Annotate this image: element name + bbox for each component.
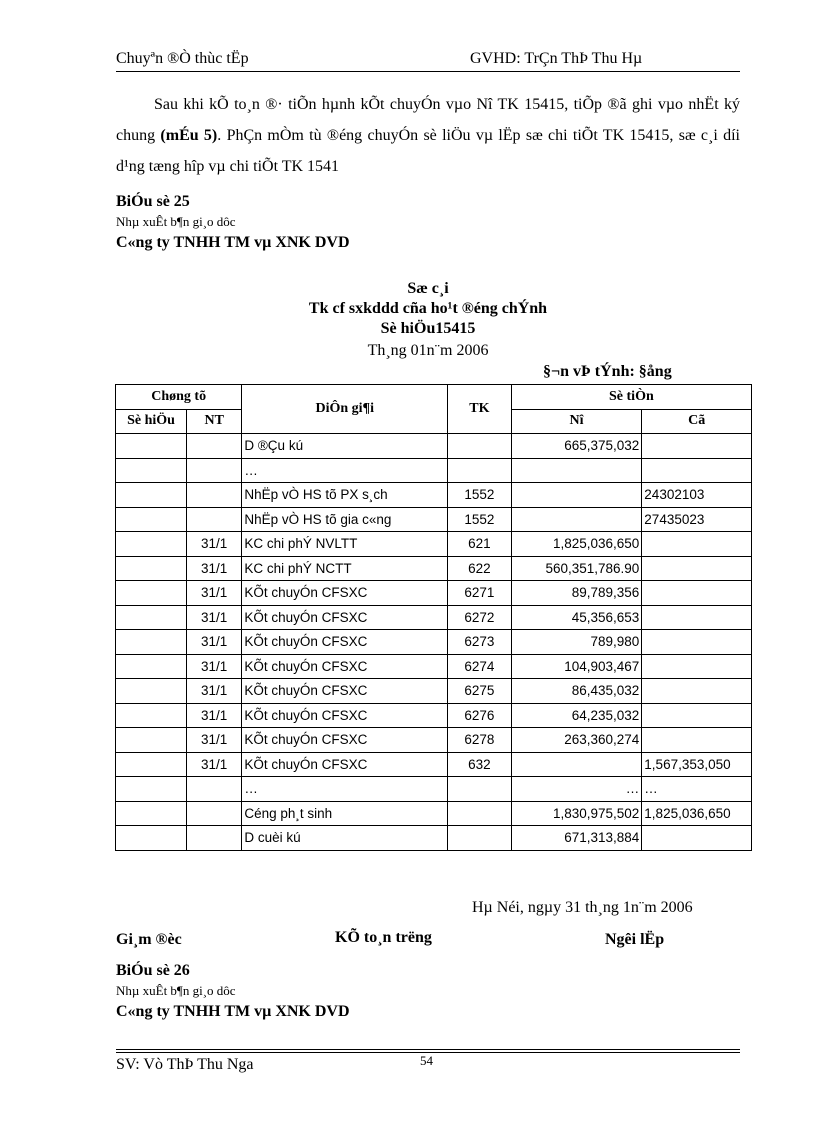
cell-tk <box>448 777 512 802</box>
ledger-unit: §¬n vÞ tÝnh: §ång <box>543 363 672 380</box>
cell-no: … <box>511 777 642 802</box>
cell-no: 64,235,032 <box>511 703 642 728</box>
ledger-title-2: Tk cf sxkddd cña ho¹t ®éng chÝnh <box>308 300 548 317</box>
header-rule <box>116 71 740 72</box>
cell-diengiai: NhËp vÒ HS tõ gia c«ng <box>242 507 448 532</box>
table-row <box>116 532 752 557</box>
cell-sohieu <box>116 605 187 630</box>
cell-nt: 31/1 <box>187 654 242 679</box>
cell-no: 665,375,032 <box>511 434 642 459</box>
cell-sohieu <box>116 532 187 557</box>
table-row <box>116 458 752 483</box>
cell-tk: 621 <box>448 532 512 557</box>
ledger-body <box>116 434 752 851</box>
cell-nt <box>187 801 242 826</box>
ledger-period: Th¸ng 01n¨m 2006 <box>367 342 489 359</box>
date-line: Hµ Néi, ngµy 31 th¸ng 1n¨m 2006 <box>472 899 693 916</box>
cell-sohieu <box>116 728 187 753</box>
cell-co <box>642 434 752 459</box>
ledger-table <box>115 384 752 851</box>
cell-nt: 31/1 <box>187 605 242 630</box>
cell-co <box>642 630 752 655</box>
cell-co <box>642 654 752 679</box>
table-row <box>116 801 752 826</box>
form26-subtitle: Nhµ xuÊt b¶n gi¸o dôc <box>116 983 236 998</box>
cell-diengiai: KÕt chuyÓn CFSXC <box>242 728 448 753</box>
cell-tk <box>448 826 512 851</box>
signature-preparer: Ngêi lËp <box>605 931 665 948</box>
cell-no <box>511 458 642 483</box>
cell-nt <box>187 458 242 483</box>
cell-nt <box>187 434 242 459</box>
cell-co <box>642 826 752 851</box>
cell-diengiai: KÕt chuyÓn CFSXC <box>242 679 448 704</box>
header-sohieu: Sè hiÖu <box>116 409 187 434</box>
footer-student: SV: Vò ThÞ Thu Nga <box>116 1056 254 1073</box>
cell-nt <box>187 777 242 802</box>
cell-tk: 622 <box>448 556 512 581</box>
cell-co <box>642 532 752 557</box>
cell-no <box>511 507 642 532</box>
cell-tk: 1552 <box>448 507 512 532</box>
table-row <box>116 703 752 728</box>
table-row <box>116 556 752 581</box>
cell-nt: 31/1 <box>187 752 242 777</box>
cell-diengiai: KÕt chuyÓn CFSXC <box>242 630 448 655</box>
cell-diengiai: KÕt chuyÓn CFSXC <box>242 752 448 777</box>
cell-tk <box>448 434 512 459</box>
cell-tk: 6278 <box>448 728 512 753</box>
cell-no: 789,980 <box>511 630 642 655</box>
cell-co: 1,567,353,050 <box>642 752 752 777</box>
signature-director: Gi¸m ®èc <box>116 931 182 948</box>
cell-sohieu <box>116 581 187 606</box>
ledger-title-3: Sè hiÖu15415 <box>380 320 476 337</box>
header-chungtu: Chøng tõ <box>116 385 242 410</box>
cell-nt: 31/1 <box>187 556 242 581</box>
table-row <box>116 605 752 630</box>
cell-tk: 632 <box>448 752 512 777</box>
cell-sohieu <box>116 826 187 851</box>
cell-co: … <box>642 777 752 802</box>
cell-tk: 6273 <box>448 630 512 655</box>
form26-title: BiÓu sè 26 <box>116 962 190 979</box>
cell-no <box>511 752 642 777</box>
header-nt: NT <box>187 409 242 434</box>
cell-diengiai: KÕt chuyÓn CFSXC <box>242 605 448 630</box>
table-row <box>116 483 752 508</box>
cell-co: 24302103 <box>642 483 752 508</box>
cell-nt: 31/1 <box>187 703 242 728</box>
cell-nt: 31/1 <box>187 728 242 753</box>
paragraph-bold: (mÉu 5) <box>160 127 218 144</box>
cell-no: 86,435,032 <box>511 679 642 704</box>
cell-sohieu <box>116 483 187 508</box>
cell-diengiai: KÕt chuyÓn CFSXC <box>242 703 448 728</box>
form25-title: BiÓu sè 25 <box>116 193 190 210</box>
table-row <box>116 777 752 802</box>
cell-co <box>642 679 752 704</box>
header-left: Chuyªn ®Ò thùc tËp <box>116 50 249 67</box>
cell-no <box>511 483 642 508</box>
cell-sohieu <box>116 801 187 826</box>
cell-diengiai: … <box>242 458 448 483</box>
cell-co <box>642 581 752 606</box>
cell-co: 1,825,036,650 <box>642 801 752 826</box>
cell-co <box>642 605 752 630</box>
cell-no: 89,789,356 <box>511 581 642 606</box>
cell-no: 104,903,467 <box>511 654 642 679</box>
intro-paragraph <box>116 89 740 182</box>
cell-tk <box>448 801 512 826</box>
table-row <box>116 654 752 679</box>
cell-sohieu <box>116 654 187 679</box>
cell-nt: 31/1 <box>187 679 242 704</box>
cell-tk: 1552 <box>448 483 512 508</box>
cell-co <box>642 703 752 728</box>
cell-tk: 6274 <box>448 654 512 679</box>
table-row <box>116 826 752 851</box>
cell-sohieu <box>116 630 187 655</box>
cell-co: 27435023 <box>642 507 752 532</box>
cell-co <box>642 556 752 581</box>
cell-diengiai: KÕt chuyÓn CFSXC <box>242 581 448 606</box>
cell-sohieu <box>116 434 187 459</box>
header-diengiai: DiÔn gi¶i <box>242 385 448 434</box>
cell-nt <box>187 826 242 851</box>
cell-tk: 6275 <box>448 679 512 704</box>
paragraph-text-2: . PhÇn mÒm tù ®éng chuyÓn sè liÖu vµ lËp sæ chi tiÕt TK 15415, sæ c¸i díi d¹ng tæng hîp vµ chi tiÕt TK 1541 <box>116 127 740 175</box>
cell-diengiai: D ®Çu kú <box>242 434 448 459</box>
header-co: Cã <box>642 409 752 434</box>
cell-no: 1,830,975,502 <box>511 801 642 826</box>
signature-chief-accountant: KÕ to¸n trëng <box>335 929 432 946</box>
cell-co <box>642 728 752 753</box>
paragraph-text-1: Sau khi kÕ to¸n ®· tiÕn hµnh kÕt chuyÓn vµo Nî TK 15415, tiÕp ®ã ghi vµo nhËt ký chung <box>116 96 740 144</box>
cell-nt: 31/1 <box>187 532 242 557</box>
cell-diengiai: KÕt chuyÓn CFSXC <box>242 654 448 679</box>
table-row <box>116 630 752 655</box>
table-row <box>116 728 752 753</box>
cell-co <box>642 458 752 483</box>
cell-diengiai: Céng ph¸t sinh <box>242 801 448 826</box>
cell-nt <box>187 483 242 508</box>
header-sotien: Sè tiÒn <box>511 385 751 410</box>
cell-tk <box>448 458 512 483</box>
cell-no: 1,825,036,650 <box>511 532 642 557</box>
cell-diengiai: KC chi phÝ NCTT <box>242 556 448 581</box>
ledger-title-1: Sæ c¸i <box>407 280 449 297</box>
footer-rule-top <box>116 1049 740 1050</box>
form25-subtitle: Nhµ xuÊt b¶n gi¸o dôc <box>116 214 236 229</box>
table-row <box>116 752 752 777</box>
cell-sohieu <box>116 777 187 802</box>
header-right: GVHD: TrÇn ThÞ Thu Hµ <box>470 50 643 67</box>
table-row <box>116 507 752 532</box>
cell-nt: 31/1 <box>187 630 242 655</box>
cell-tk: 6271 <box>448 581 512 606</box>
cell-sohieu <box>116 507 187 532</box>
cell-diengiai: … <box>242 777 448 802</box>
cell-diengiai: D cuèi kú <box>242 826 448 851</box>
cell-nt: 31/1 <box>187 581 242 606</box>
header-no: Nî <box>511 409 642 434</box>
cell-no: 45,356,653 <box>511 605 642 630</box>
cell-no: 560,351,786.90 <box>511 556 642 581</box>
cell-diengiai: NhËp vÒ HS tõ PX s¸ch <box>242 483 448 508</box>
cell-sohieu <box>116 556 187 581</box>
cell-tk: 6272 <box>448 605 512 630</box>
header-tk: TK <box>448 385 512 434</box>
page-number: 54 <box>420 1053 433 1068</box>
cell-sohieu <box>116 752 187 777</box>
cell-sohieu <box>116 458 187 483</box>
table-row <box>116 581 752 606</box>
cell-nt <box>187 507 242 532</box>
form26-company: C«ng ty TNHH TM vµ XNK DVD <box>116 1003 350 1020</box>
cell-no: 671,313,884 <box>511 826 642 851</box>
cell-tk: 6276 <box>448 703 512 728</box>
cell-sohieu <box>116 679 187 704</box>
table-row <box>116 434 752 459</box>
form25-company: C«ng ty TNHH TM vµ XNK DVD <box>116 234 350 251</box>
table-row <box>116 679 752 704</box>
cell-sohieu <box>116 703 187 728</box>
cell-no: 263,360,274 <box>511 728 642 753</box>
cell-diengiai: KC chi phÝ NVLTT <box>242 532 448 557</box>
